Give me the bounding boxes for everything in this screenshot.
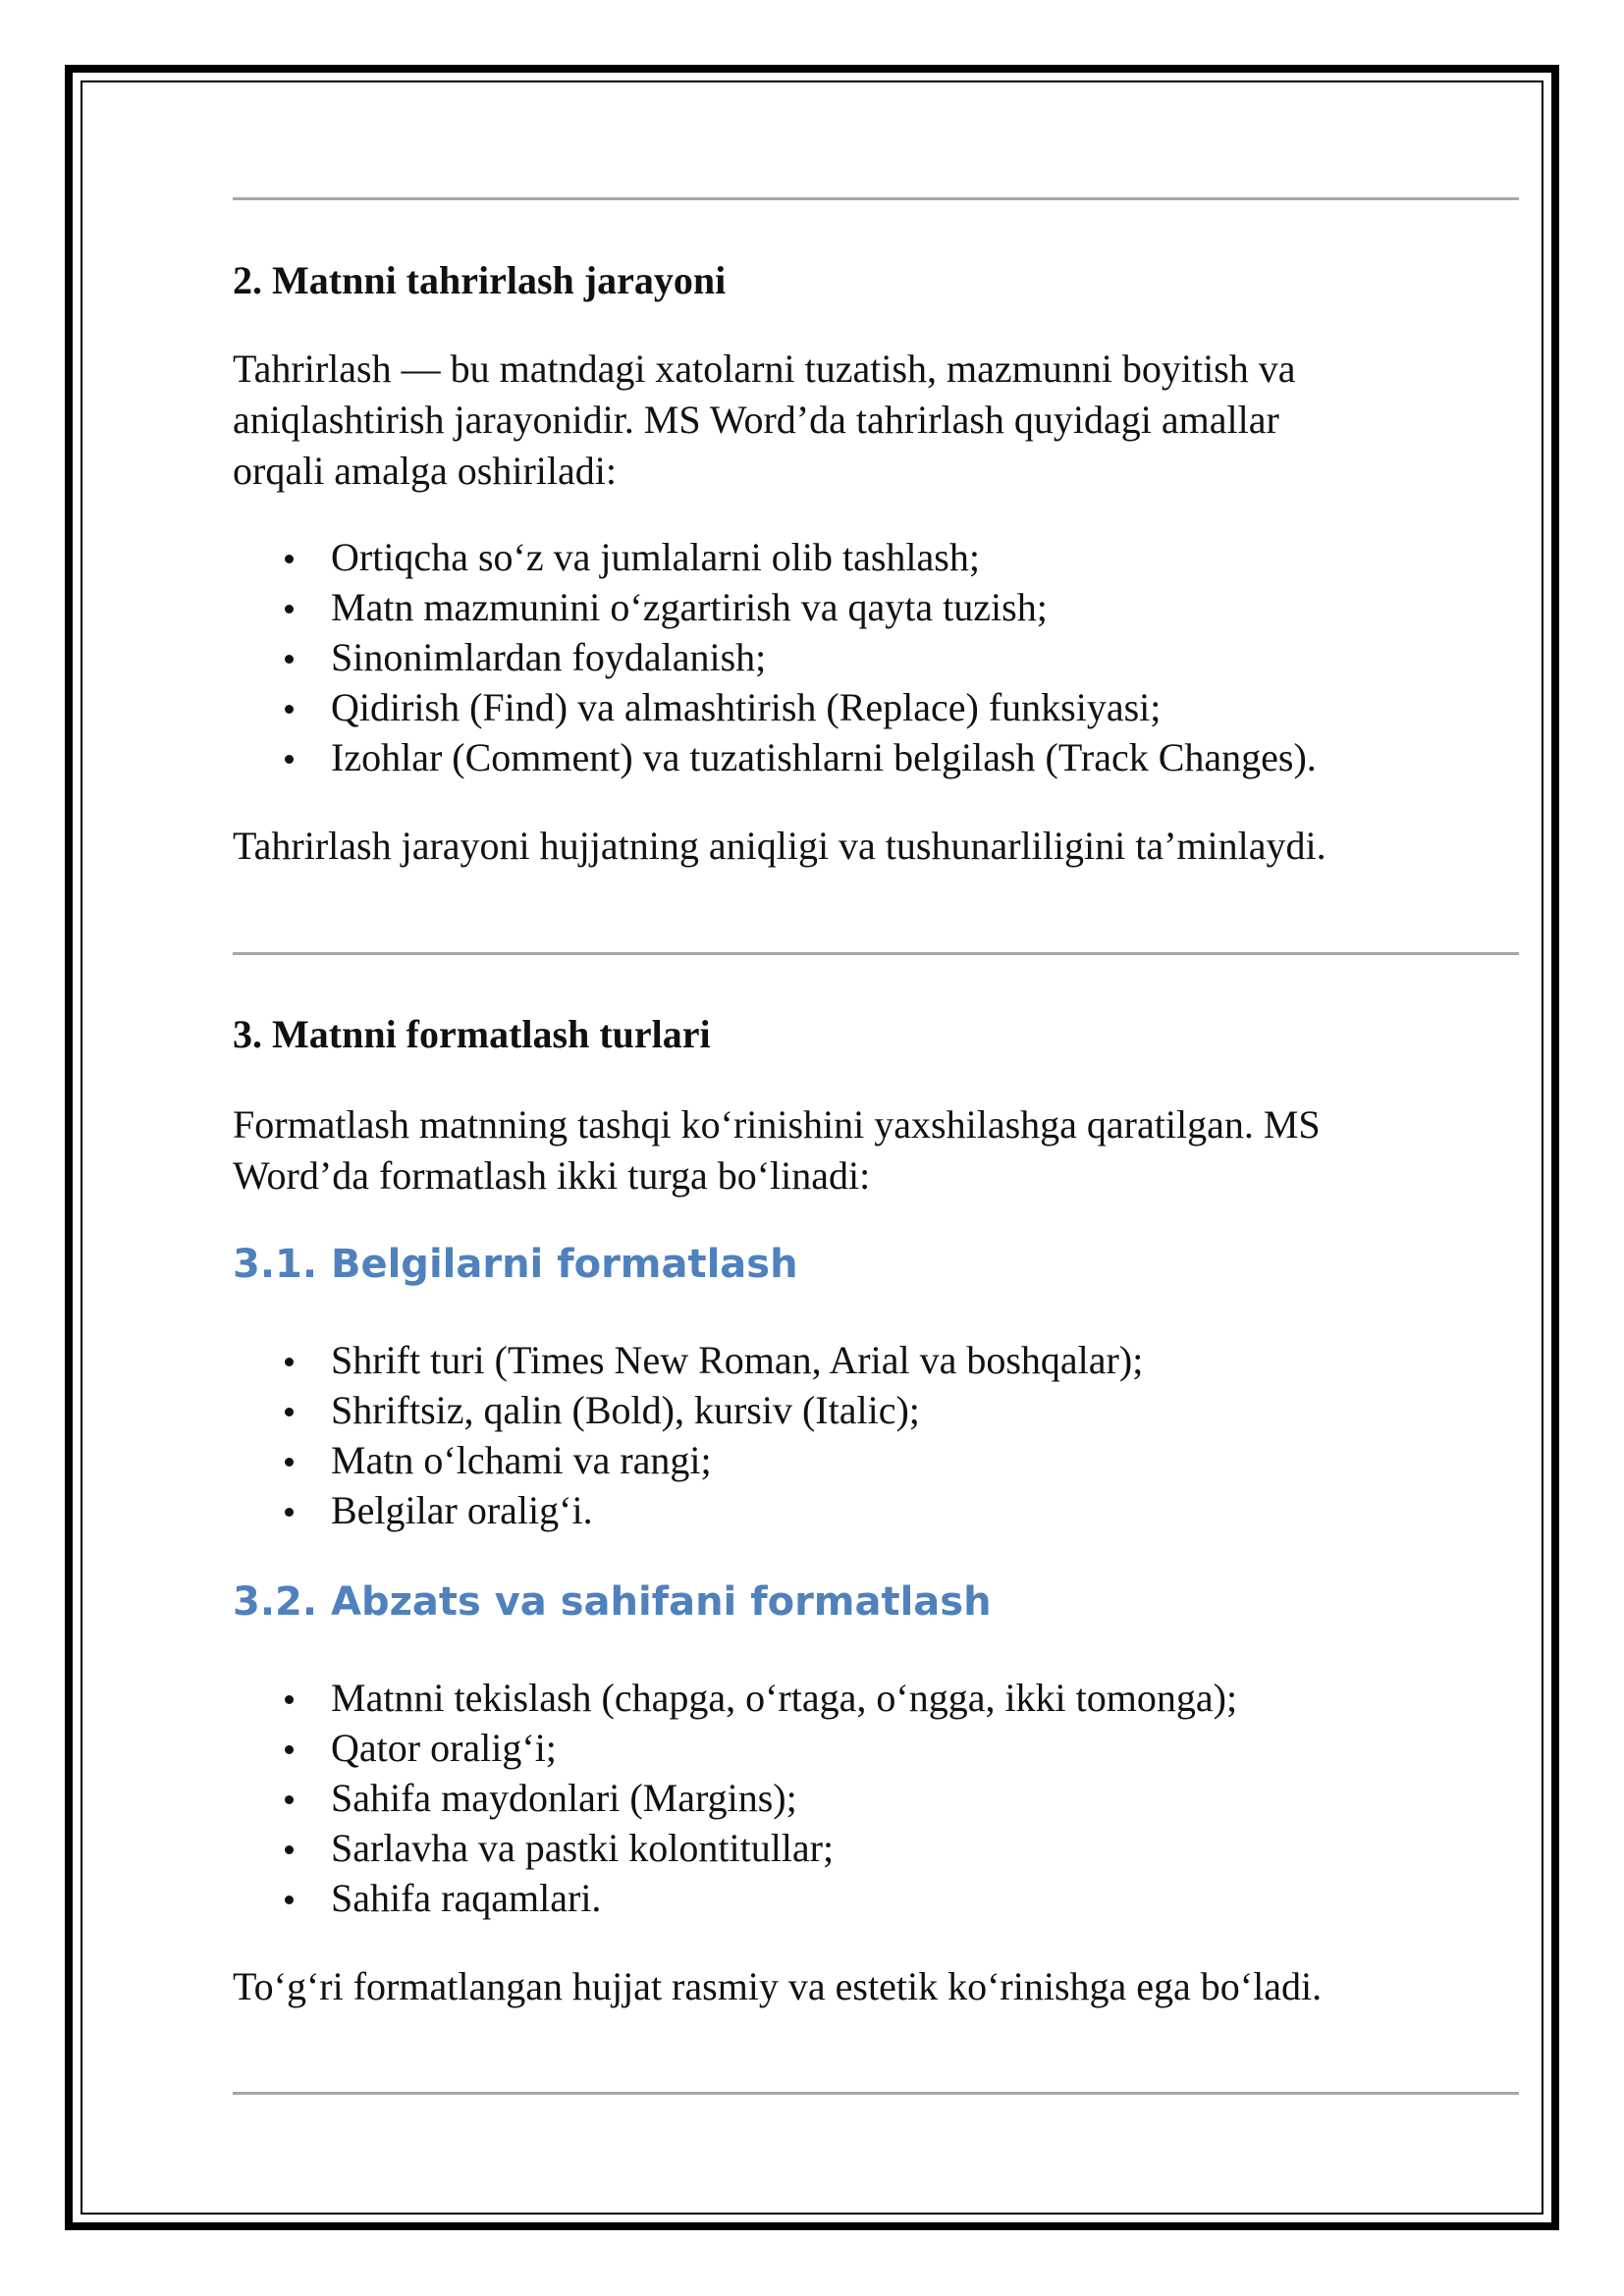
list-item xyxy=(233,632,1519,682)
bullet-icon xyxy=(285,1896,294,1904)
list-item xyxy=(233,1485,1519,1535)
list-item-text: Sahifa maydonlari (Margins); xyxy=(331,1776,797,1820)
bullet-icon xyxy=(285,755,294,764)
bullet-icon xyxy=(285,655,294,664)
list-item-text: Matn mazmunini o‘zgartirish va qayta tuzish; xyxy=(331,585,1048,629)
list-item xyxy=(233,532,1519,582)
list-item-text: Matnni tekislash (chapga, o‘rtaga, o‘ngga, ikki tomonga); xyxy=(331,1676,1238,1720)
section-2-conclusion: Tahrirlash jarayoni hujjatning aniqligi va tushunarliligini ta’minlaydi. xyxy=(233,824,1326,868)
bullet-icon xyxy=(285,1358,294,1366)
list-item-text: Qator oralig‘i; xyxy=(331,1726,557,1770)
bullet-icon xyxy=(285,1795,294,1804)
list-item-text: Shriftsiz, qalin (Bold), kursiv (Italic); xyxy=(331,1388,920,1432)
list-item-text: Sinonimlardan foydalanish; xyxy=(331,635,767,679)
list-item-text: Matn o‘lchami va rangi; xyxy=(331,1438,712,1482)
section-2-intro xyxy=(233,344,1519,497)
section-2-intro-line-1: Tahrirlash — bu matndagi xatolarni tuzatish, mazmunni boyitish va xyxy=(233,347,1296,391)
bullet-icon xyxy=(285,705,294,714)
bullet-icon xyxy=(285,1508,294,1517)
list-item xyxy=(233,582,1519,632)
section-2-intro-line-2: aniqlashtirish jarayonidir. MS Word’da tahrirlash quyidagi amallar xyxy=(233,398,1279,442)
bullet-icon xyxy=(285,1458,294,1467)
section-2-intro-line-3: orqali amalga oshiriladi: xyxy=(233,449,617,493)
bullet-icon xyxy=(285,1745,294,1754)
list-item xyxy=(233,1435,1519,1485)
horizontal-rule-bottom xyxy=(233,2092,1519,2095)
list-item-text: Shrift turi (Times New Roman, Arial va boshqalar); xyxy=(331,1338,1144,1382)
bullet-icon xyxy=(285,1845,294,1854)
bullet-icon xyxy=(285,555,294,563)
list-item-text: Sahifa raqamlari. xyxy=(331,1876,602,1920)
section-2-heading: 2. Matnni tahrirlash jarayoni xyxy=(233,258,727,302)
section-2-bullet-list xyxy=(233,532,1519,782)
bullet-icon xyxy=(285,605,294,614)
horizontal-rule-top xyxy=(233,197,1519,200)
list-item-text: Izohlar (Comment) va tuzatishlarni belgilash (Track Changes). xyxy=(331,735,1317,779)
list-item-text: Sarlavha va pastki kolontitullar; xyxy=(331,1826,835,1870)
list-item xyxy=(233,732,1519,782)
bullet-icon xyxy=(285,1695,294,1704)
list-item-text: Qidirish (Find) va almashtirish (Replace) funksiyasi; xyxy=(331,685,1162,729)
list-item xyxy=(233,1335,1519,1385)
section-3-conclusion: To‘g‘ri formatlangan hujjat rasmiy va estetik ko‘rinishga ega bo‘ladi. xyxy=(233,1964,1323,2008)
section-3-intro-line-1: Formatlash matnning tashqi ko‘rinishini yaxshilashga qaratilgan. MS xyxy=(233,1102,1321,1147)
list-item xyxy=(233,1723,1519,1773)
section-3-intro-line-2: Word’da formatlash ikki turga bo‘linadi: xyxy=(233,1153,871,1198)
list-item xyxy=(233,1873,1519,1923)
list-item-text: Belgilar oralig‘i. xyxy=(331,1488,593,1532)
list-item xyxy=(233,1773,1519,1823)
list-item xyxy=(233,1673,1519,1723)
list-item xyxy=(233,1385,1519,1435)
section-3-heading: 3. Matnni formatlash turlari xyxy=(233,1012,711,1056)
horizontal-rule-middle xyxy=(233,952,1519,955)
section-3-intro xyxy=(233,1099,1519,1201)
subsection-3-2-bullet-list xyxy=(233,1673,1519,1923)
list-item-text: Ortiqcha so‘z va jumlalarni olib tashlash; xyxy=(331,535,980,579)
list-item xyxy=(233,1823,1519,1873)
subsection-3-2-heading: 3.2. Abzats va sahifani formatlash xyxy=(233,1579,992,1625)
list-item xyxy=(233,682,1519,732)
subsection-3-1-bullet-list xyxy=(233,1335,1519,1535)
bullet-icon xyxy=(285,1408,294,1416)
subsection-3-1-heading: 3.1. Belgilarni formatlash xyxy=(233,1242,798,1287)
